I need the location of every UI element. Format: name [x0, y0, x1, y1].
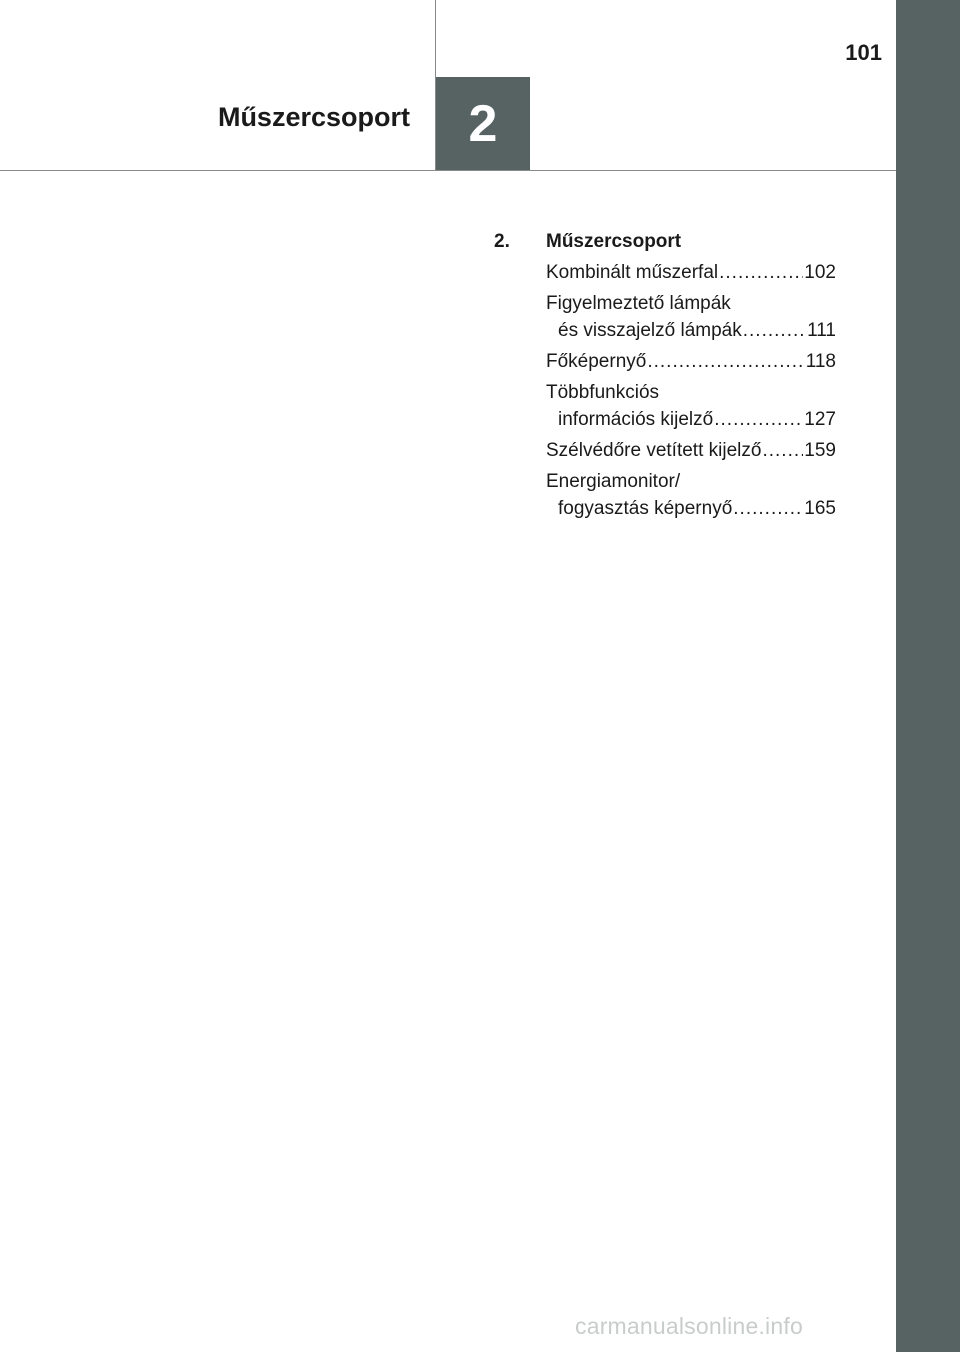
toc-entry-label: Főképernyő	[546, 351, 647, 372]
toc-entry-label: Szélvédőre vetített kijelző	[546, 440, 762, 461]
toc-entry[interactable]	[546, 437, 836, 464]
table-of-contents	[494, 228, 836, 526]
chapter-number: 2	[468, 94, 498, 153]
toc-entry-label-cont: fogyasztás képernyő	[558, 498, 733, 519]
leader-dots	[743, 317, 806, 344]
toc-entry-page: 118	[805, 351, 836, 372]
toc-entry-label: Többfunkciós	[546, 382, 660, 403]
toc-section-heading	[494, 228, 836, 255]
toc-entry-label: Figyelmeztető lámpák	[546, 293, 731, 314]
toc-entry[interactable]	[546, 259, 836, 286]
leader-dots	[647, 348, 804, 375]
header-divider-horizontal	[0, 170, 896, 171]
toc-entry-label: Energiamonitor/	[546, 471, 681, 492]
leader-dots	[762, 437, 803, 464]
chapter-title: Műszercsoport	[217, 102, 410, 132]
toc-section-number: 2.	[494, 231, 510, 252]
toc-entry-page: 111	[807, 320, 836, 341]
toc-section-title: Műszercsoport	[546, 231, 682, 252]
toc-entry[interactable]	[546, 348, 836, 375]
toc-entry[interactable]	[546, 290, 836, 344]
toc-entry-page: 102	[804, 262, 836, 283]
toc-entry[interactable]	[546, 379, 836, 433]
leader-dots	[714, 406, 803, 433]
toc-items	[546, 259, 836, 522]
toc-entry[interactable]	[546, 468, 836, 522]
side-tab-bar	[896, 0, 960, 1352]
chapter-number-box	[436, 77, 530, 170]
toc-entry-label: Kombinált műszerfal	[546, 262, 719, 283]
leader-dots	[719, 259, 803, 286]
watermark: carmanualsonline.info	[575, 1313, 803, 1339]
toc-entry-page: 165	[804, 498, 836, 519]
leader-dots	[733, 495, 803, 522]
toc-entry-label-cont: és visszajelző lámpák	[558, 320, 742, 341]
page-number: 101	[845, 40, 882, 65]
toc-entry-page: 159	[804, 440, 836, 461]
toc-entry-label-cont: információs kijelző	[558, 409, 714, 430]
toc-entry-page: 127	[804, 409, 836, 430]
